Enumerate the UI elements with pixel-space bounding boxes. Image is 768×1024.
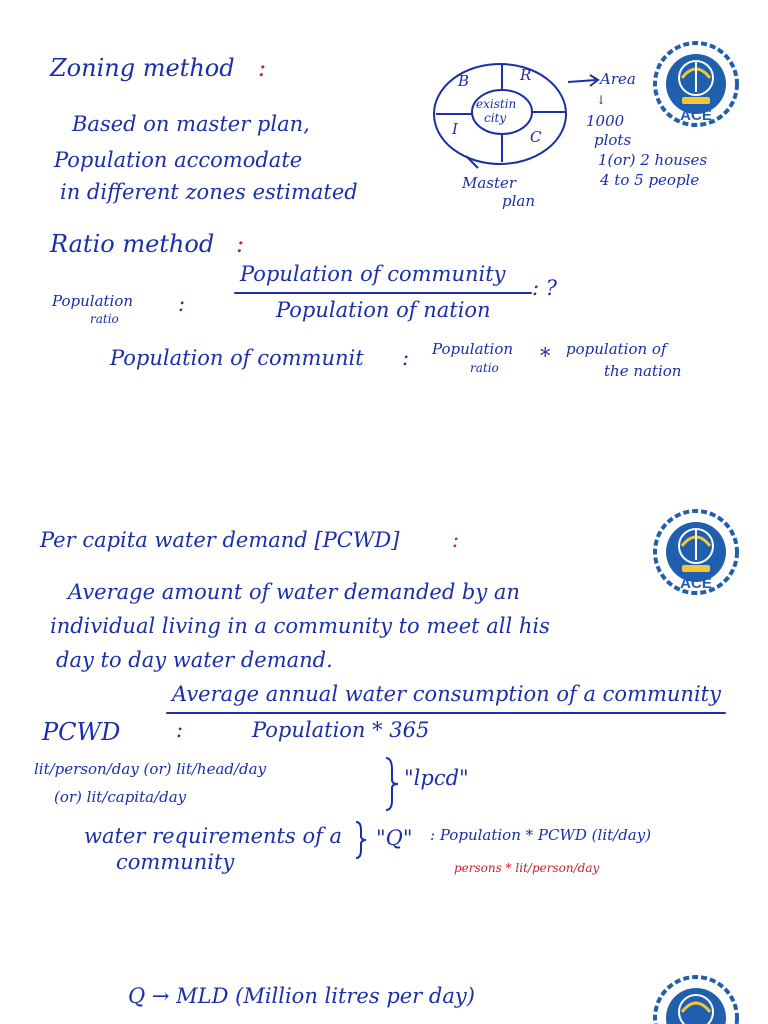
diagram-note-3: 1(or) 2 houses	[598, 151, 708, 169]
req-label-line-2: community	[116, 850, 235, 874]
diagram-center-line-2: city	[484, 111, 507, 125]
units-line-2: (or) lit/capita/day	[54, 788, 187, 806]
req-symbol: "Q"	[376, 826, 413, 850]
pcwd-title-colon: :	[452, 528, 460, 552]
pcwd-fraction-line	[166, 712, 726, 714]
community-colon: :	[402, 346, 410, 370]
ratio-method-title: Ratio method	[50, 230, 215, 258]
mld-line: Q → MLD (Million litres per day)	[128, 984, 475, 1008]
community-rhs-a-1: Population	[432, 340, 514, 358]
community-times: *	[540, 344, 551, 368]
req-formula: : Population * PCWD (lit/day)	[430, 826, 652, 844]
ratio-result: : ?	[532, 276, 558, 300]
req-units: persons * lit/person/day	[454, 861, 600, 875]
ace-logo-icon	[652, 508, 740, 596]
req-brace	[354, 820, 368, 860]
pcwd-desc-line-1: Average amount of water demanded by an	[68, 580, 520, 604]
ace-logo-icon	[652, 40, 740, 128]
pcwd-desc-line-3: day to day water demand.	[56, 648, 333, 672]
zoning-desc-line-2: Population accomodate	[54, 148, 303, 172]
pcwd-label: PCWD	[42, 718, 121, 746]
diagram-zone-c: C	[530, 128, 542, 146]
diagram-zone-i: I	[452, 120, 458, 138]
zoning-method-title: Zoning method	[50, 54, 235, 82]
units-line-1: lit/person/day (or) lit/head/day	[34, 760, 267, 778]
ratio-numerator: Population of community	[240, 262, 506, 286]
pcwd-colon: :	[176, 718, 184, 742]
community-rhs-b-2: the nation	[604, 362, 682, 380]
diagram-note-1: 1000	[586, 112, 625, 130]
ratio-denominator: Population of nation	[276, 298, 491, 322]
ace-logo-icon	[652, 974, 740, 1024]
diagram-center-line-1: existin	[476, 97, 517, 111]
ratio-label-1: Population	[52, 292, 134, 310]
zoning-colon: :	[258, 54, 267, 82]
pcwd-desc-line-2: individual living in a community to meet all his	[50, 614, 550, 638]
diagram-note-2: plots	[594, 131, 632, 149]
svg-text:ACE: ACE	[680, 575, 712, 592]
community-rhs-b-1: population of	[566, 340, 667, 358]
ratio-fraction-line	[234, 292, 532, 294]
pcwd-title: Per capita water demand [PCWD]	[40, 528, 400, 552]
ratio-label-2: ratio	[90, 312, 119, 326]
diagram-zone-b: B	[458, 72, 470, 90]
pcwd-denominator: Population * 365	[252, 718, 430, 742]
diagram-master-label-2: plan	[502, 192, 536, 210]
area-down-arrow: ↓	[596, 93, 607, 107]
community-rhs-a-2: ratio	[470, 361, 499, 375]
lpcd-label: "lpcd"	[404, 766, 469, 790]
ratio-colon: :	[236, 230, 245, 258]
diagram-zone-r: R	[520, 66, 532, 84]
zoning-desc-line-3: in different zones estimated	[60, 180, 358, 204]
zoning-desc-line-1: Based on master plan,	[72, 112, 310, 136]
diagram-area-label: Area	[600, 70, 636, 88]
units-brace	[384, 756, 400, 812]
pcwd-numerator: Average annual water consumption of a community	[172, 682, 721, 706]
community-label: Population of communit	[110, 346, 364, 370]
req-label-line-1: water requirements of a	[84, 824, 343, 848]
diagram-master-label-1: Master	[462, 174, 517, 192]
svg-text:ACE: ACE	[680, 107, 712, 124]
diagram-note-4: 4 to 5 people	[600, 171, 700, 189]
ratio-colon-2: :	[178, 292, 186, 316]
